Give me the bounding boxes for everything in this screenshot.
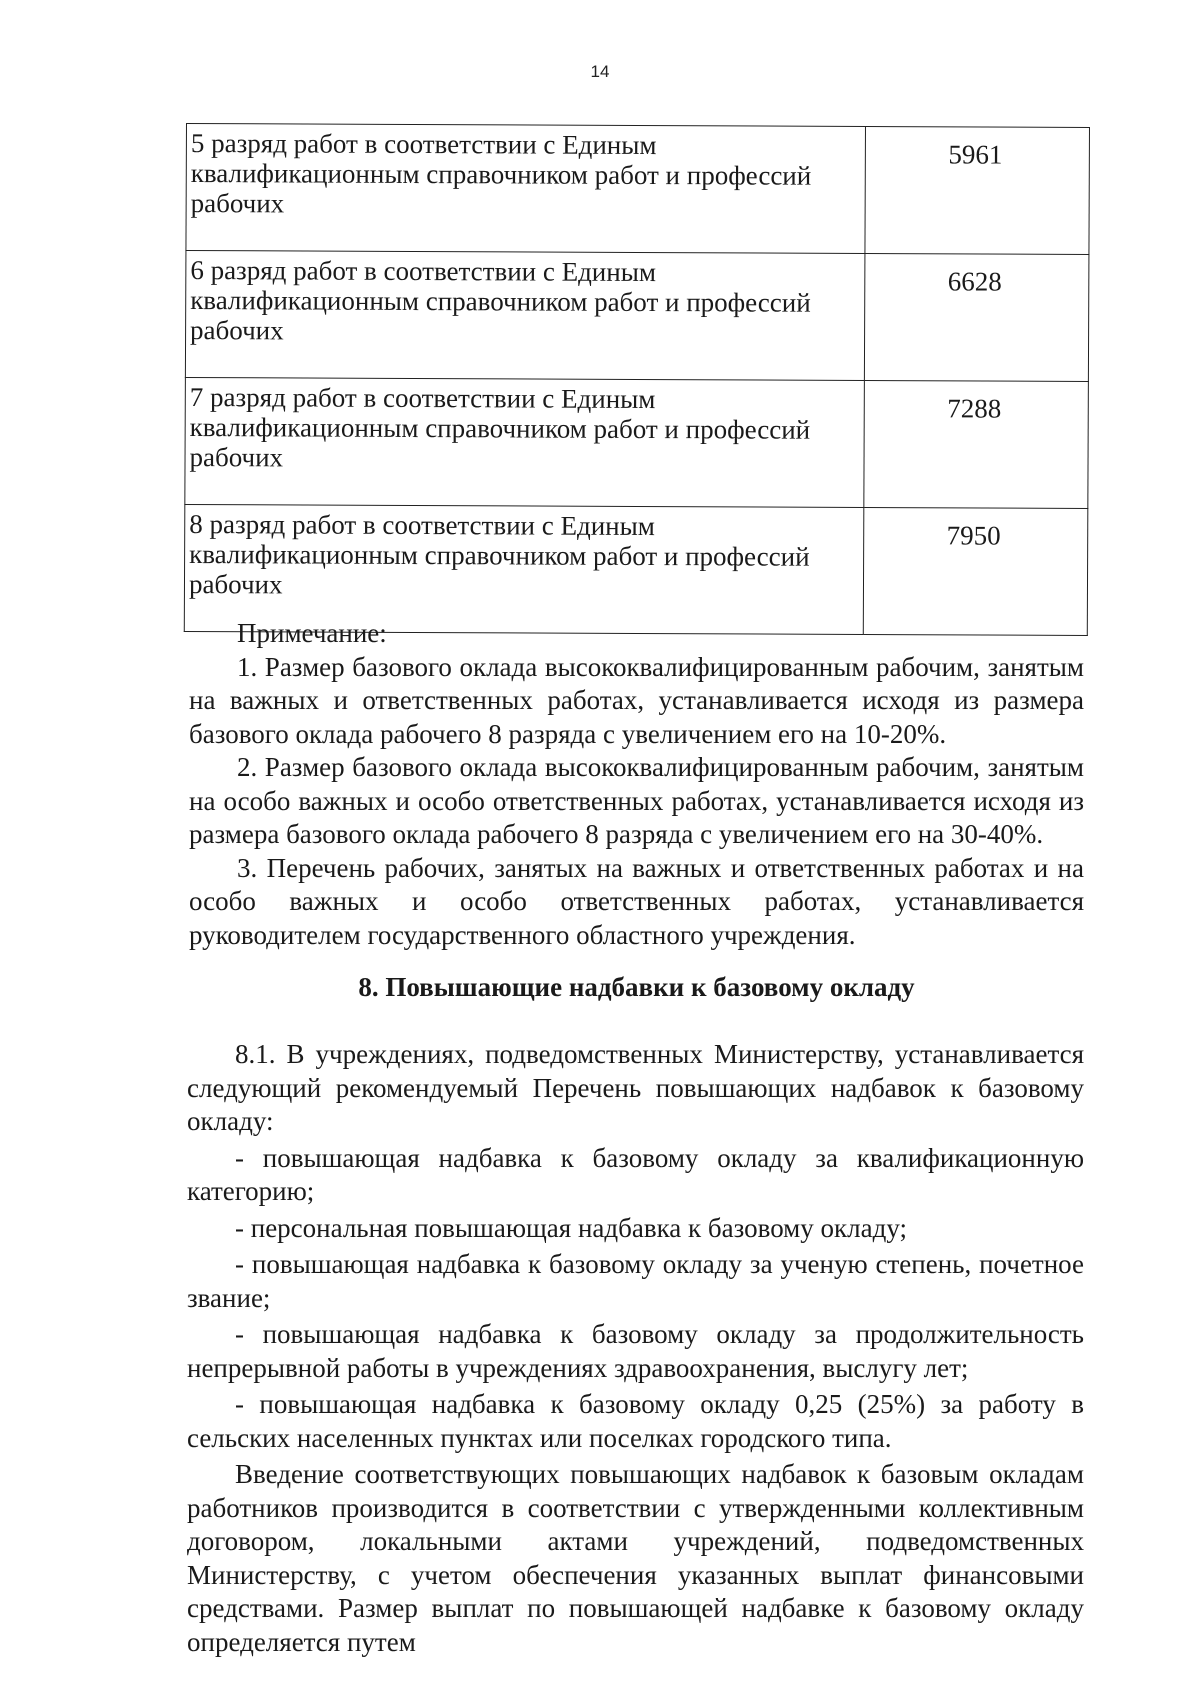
allowance-list-item: - повышающая надбавка к базовому окладу за ученую степень, почетное звание; <box>187 1249 1084 1313</box>
grade-salary-table <box>184 123 1090 636</box>
base-salary-value: 6628 <box>864 253 1089 381</box>
grade-description: 6 разряд работ в соответствии с Единым квалификационным справочником работ и профессий рабочих <box>185 251 865 381</box>
base-salary-value: 7288 <box>864 380 1089 508</box>
note-item: 3. Перечень рабочих, занятых на важных и ответственных работах и на особо важных и особо ответственных работах, устанавливается руководителем государственного областного учреждения. <box>189 852 1084 950</box>
table-row <box>185 251 1089 382</box>
allowance-list-item: - повышающая надбавка к базовому окладу за продолжительность непрерывной работы в учреждениях здравоохранения, выслугу лет; <box>187 1319 1084 1383</box>
allowance-list-item: - повышающая надбавка к базовому окладу 0,25 (25%) за работу в сельских населенных пунктах или поселках городского типа. <box>187 1389 1084 1453</box>
section-paragraph: Введение соответствующих повышающих надбавок к базовым окладам работников производится в соответствии с утвержденными коллективным договором, локальными актами учреждений, подведомственных Министерству, с учетом обеспечения указанных выплат финансовыми средствами. Размер выплат по повышающей надбавке к базовому окладу определяется путем <box>187 1459 1084 1657</box>
grade-description: 5 разряд работ в соответствии с Единым квалификационным справочником работ и профессий рабочих <box>186 124 866 254</box>
grade-description: 7 разряд работ в соответствии с Единым квалификационным справочником работ и профессий рабочих <box>185 377 865 507</box>
allowance-list-item: - повышающая надбавка к базовому окладу за квалификационную категорию; <box>187 1142 1084 1206</box>
section-paragraph: 8.1. В учреждениях, подведомственных Министерству, устанавливается следующий рекомендуемый Перечень повышающих надбавок к базовому окладу: <box>187 1039 1084 1136</box>
base-salary-value: 7950 <box>863 507 1088 635</box>
note-item: 2. Размер базового оклада высококвалифицированным рабочим, занятым на особо важных и особо ответственных работах, устанавливается исходя из размера базового оклада рабочего 8 разряда с увеличением его на 30-40%. <box>189 752 1084 849</box>
note-block <box>189 617 1084 952</box>
note-item: 1. Размер базового оклада высококвалифицированным рабочим, занятым на важных и ответственных работах, устанавливается исходя из размера базового оклада рабочего 8 разряда с увеличением его на 10-20%. <box>189 651 1084 749</box>
section-heading: 8. Повышающие надбавки к базовому окладу <box>358 972 915 1002</box>
table-row <box>184 504 1088 635</box>
grade-description: 8 разряд работ в соответствии с Единым квалификационным справочником работ и профессий рабочих <box>184 504 864 634</box>
note-title: Примечание: <box>237 618 387 648</box>
base-salary-value: 5961 <box>865 126 1090 254</box>
table-row <box>185 377 1089 508</box>
allowance-list-item: - персональная повышающая надбавка к базовому окладу; <box>235 1212 907 1243</box>
page-number: 14 <box>590 62 610 81</box>
table-row <box>186 124 1090 255</box>
section-body <box>187 1038 1084 1662</box>
